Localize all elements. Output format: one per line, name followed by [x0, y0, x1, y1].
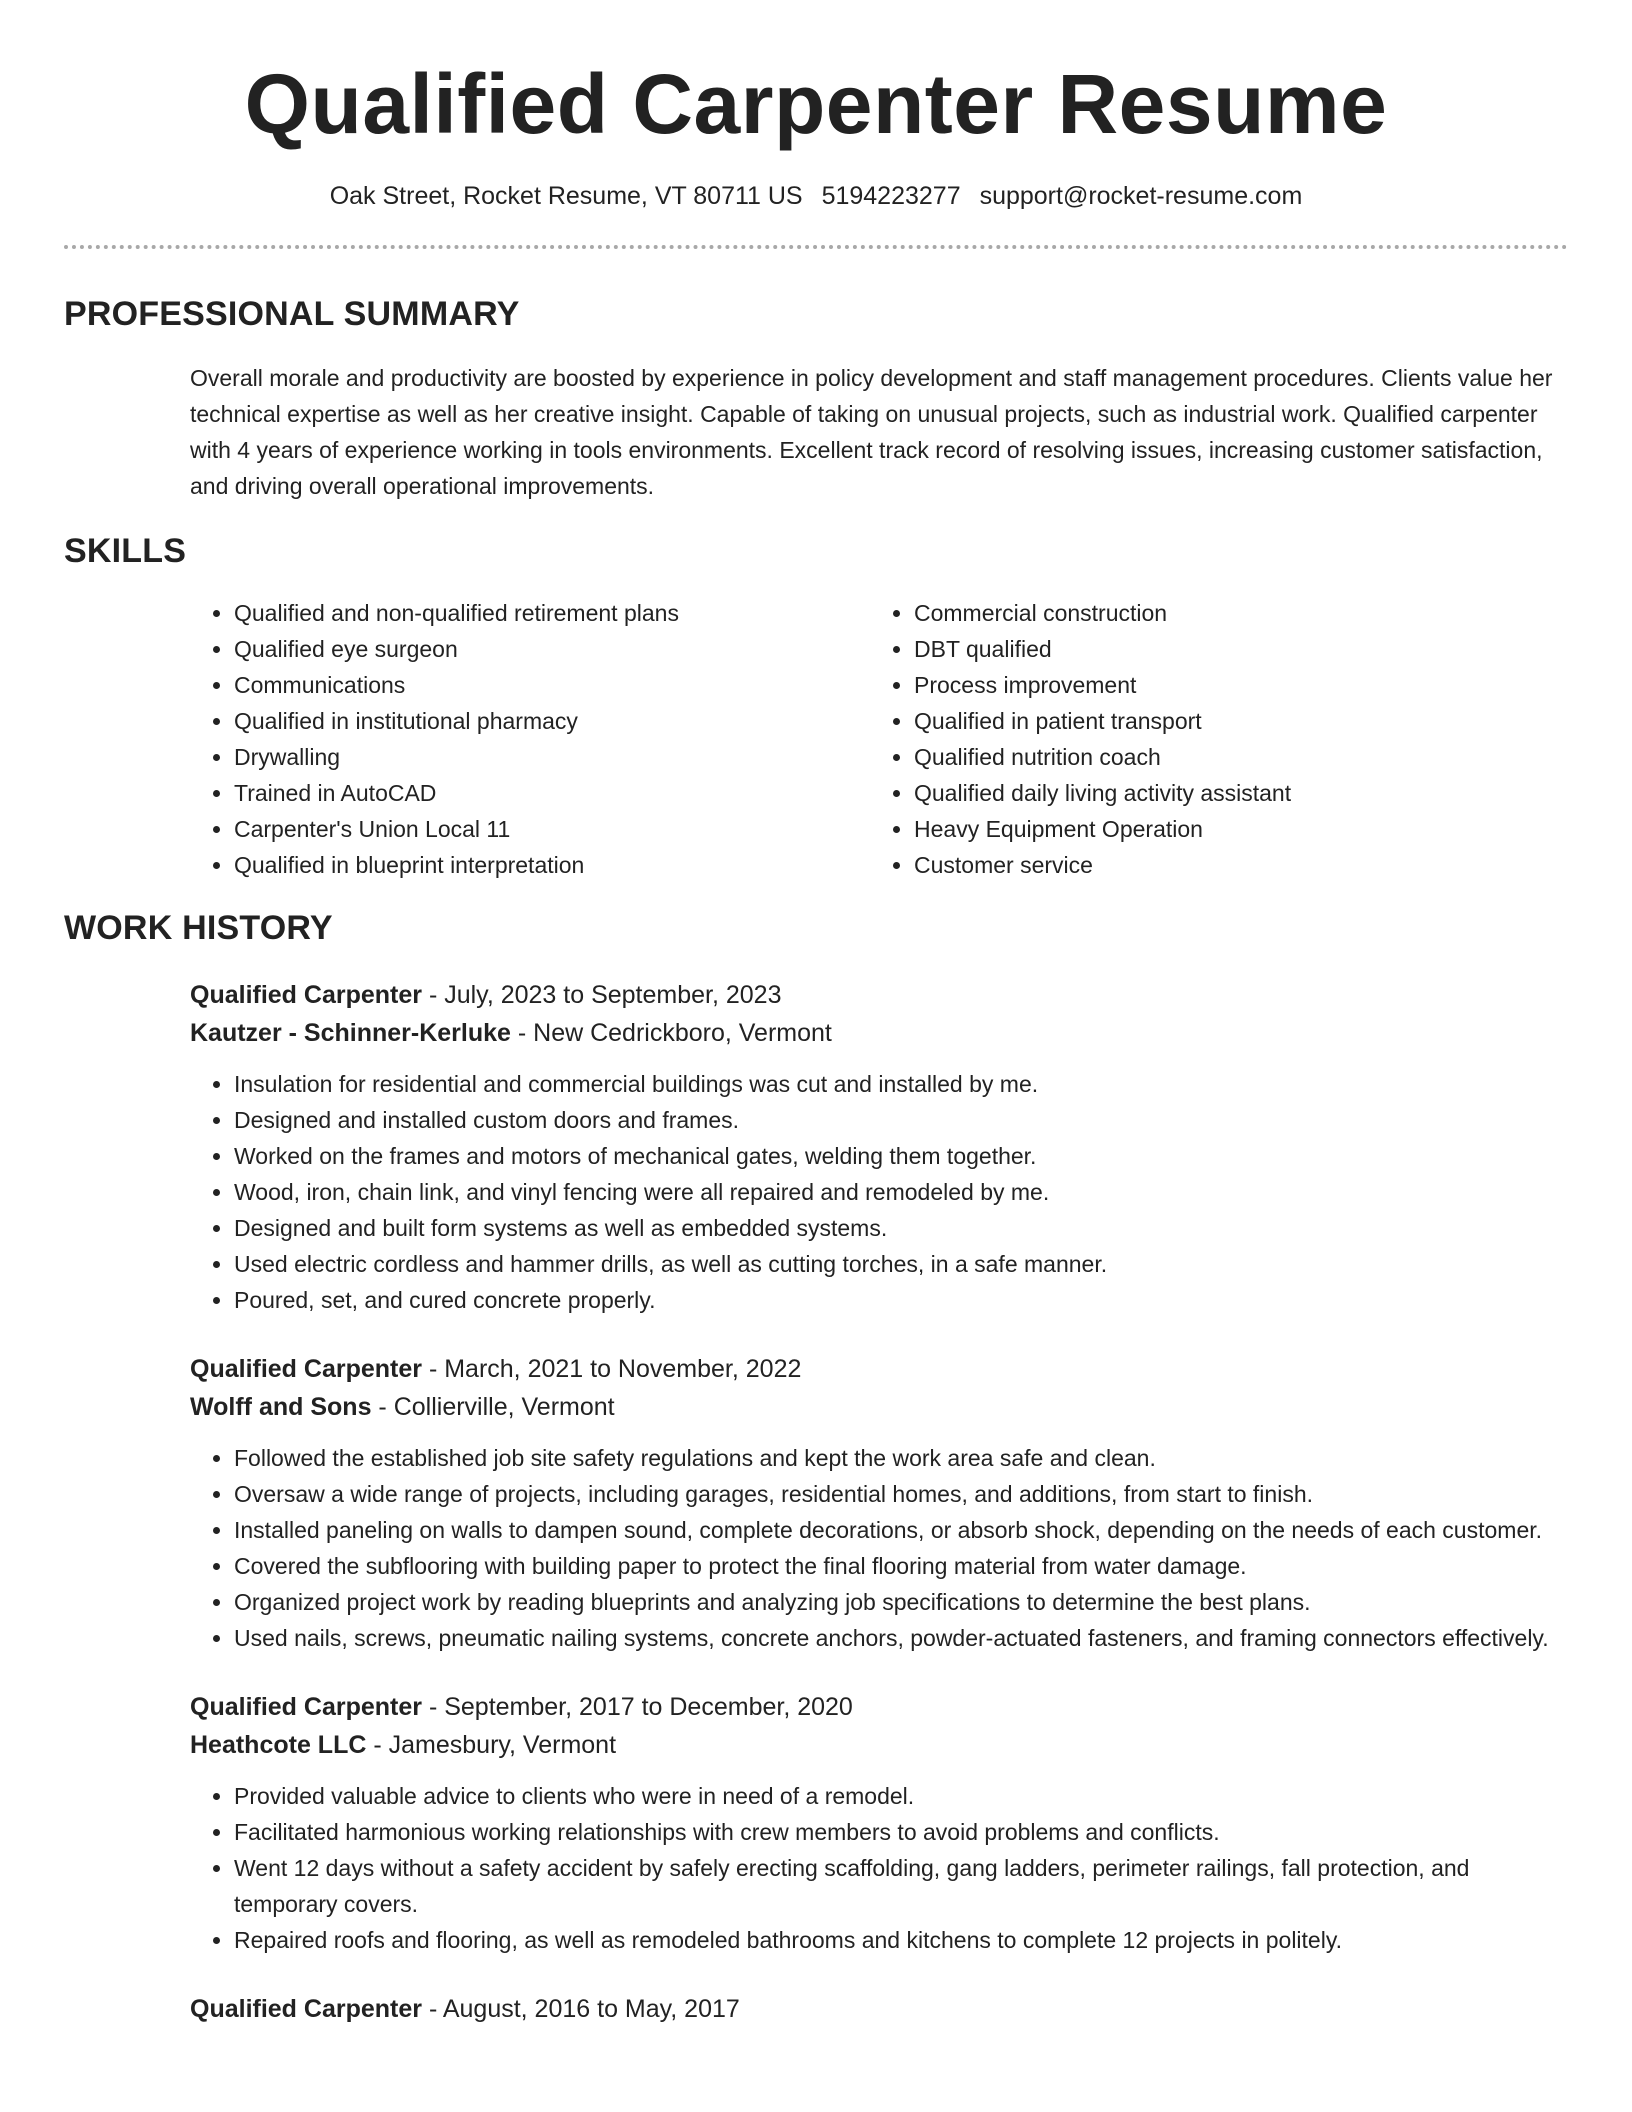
skill-item: • Qualified in institutional pharmacy: [234, 703, 870, 739]
job-company: Kautzer - Schinner-Kerluke: [190, 1019, 511, 1047]
skills-list-left: [190, 595, 870, 883]
contact-address: Oak Street, Rocket Resume, VT 80711 US: [329, 182, 803, 210]
job-company-line: [190, 1726, 1568, 1764]
summary-title: PROFESSIONAL SUMMARY: [64, 295, 520, 333]
skills-section: [64, 532, 1568, 883]
job-duty: • Worked on the frames and motors of mechanical gates, welding them together.: [234, 1138, 1568, 1174]
work-section: [64, 909, 1568, 2028]
header-divider: [64, 245, 1568, 249]
job-duty: • Used electric cordless and hammer drills, as well as cutting torches, in a safe manner.: [234, 1246, 1568, 1282]
job-company: Heathcote LLC: [190, 1731, 367, 1759]
job-title-line: [190, 976, 1568, 1014]
job-entry: [64, 1688, 1568, 1958]
job-duties: [190, 1778, 1568, 1958]
job-company-line: [190, 1388, 1568, 1426]
job-duty: • Organized project work by reading blueprints and analyzing job specifications to determine the best plans.: [234, 1584, 1568, 1620]
resume-name: Qualified Carpenter Resume: [244, 57, 1388, 151]
skills-column-right: [870, 595, 1550, 883]
job-entry: [64, 976, 1568, 1318]
skill-item: • Carpenter's Union Local 11: [234, 811, 870, 847]
skill-item: • Heavy Equipment Operation: [914, 811, 1550, 847]
skills-column-left: [190, 595, 870, 883]
job-title-line: [190, 1990, 1568, 2028]
job-dates: - August, 2016 to May, 2017: [422, 1995, 740, 2023]
job-duty: • Followed the established job site safety regulations and kept the work area safe and clean.: [234, 1440, 1568, 1476]
skill-item: • Qualified and non-qualified retirement plans: [234, 595, 870, 631]
job-duty: • Repaired roofs and flooring, as well as remodeled bathrooms and kitchens to complete 12 projects in politely.: [234, 1922, 1568, 1958]
job-duty: • Facilitated harmonious working relationships with crew members to avoid problems and conflicts.: [234, 1814, 1568, 1850]
skill-item: • Qualified in blueprint interpretation: [234, 847, 870, 883]
contact-email: support@rocket-resume.com: [979, 182, 1303, 210]
job-title: Qualified Carpenter: [190, 1995, 422, 2023]
job-dates: - September, 2017 to December, 2020: [422, 1693, 853, 1721]
skill-item: • Commercial construction: [914, 595, 1550, 631]
skill-item: • Qualified in patient transport: [914, 703, 1550, 739]
skill-item: • Customer service: [914, 847, 1550, 883]
skills-title: SKILLS: [64, 532, 187, 570]
job-title-line: [190, 1688, 1568, 1726]
job-dates: - March, 2021 to November, 2022: [422, 1355, 802, 1383]
skill-item: • Communications: [234, 667, 870, 703]
job-title-line: [190, 1350, 1568, 1388]
job-title: Qualified Carpenter: [190, 981, 422, 1009]
job-title: Qualified Carpenter: [190, 1693, 422, 1721]
job-duty: • Installed paneling on walls to dampen sound, complete decorations, or absorb shock, depending on the needs of each customer.: [234, 1512, 1568, 1548]
skill-item: • Process improvement: [914, 667, 1550, 703]
contact-line: [64, 182, 1568, 211]
job-duty: • Provided valuable advice to clients who were in need of a remodel.: [234, 1778, 1568, 1814]
skills-list-right: [870, 595, 1550, 883]
skill-item: • Drywalling: [234, 739, 870, 775]
job-title: Qualified Carpenter: [190, 1355, 422, 1383]
job-company-line: [190, 1014, 1568, 1052]
job-entry: [64, 1350, 1568, 1656]
job-duty: • Insulation for residential and commercial buildings was cut and installed by me.: [234, 1066, 1568, 1102]
job-duty: • Covered the subflooring with building paper to protect the final flooring material from water damage.: [234, 1548, 1568, 1584]
job-company: Wolff and Sons: [190, 1393, 372, 1421]
resume-page: [64, 0, 1568, 2028]
job-location: - Jamesbury, Vermont: [366, 1731, 617, 1759]
skill-item: • Trained in AutoCAD: [234, 775, 870, 811]
contact-phone: 5194223277: [821, 182, 961, 210]
job-duty: • Designed and built form systems as well as embedded systems.: [234, 1210, 1568, 1246]
job-duty: • Wood, iron, chain link, and vinyl fencing were all repaired and remodeled by me.: [234, 1174, 1568, 1210]
job-duty: • Went 12 days without a safety accident by safely erecting scaffolding, gang ladders, perimeter railings, fall protection, and temporary covers.: [234, 1850, 1568, 1922]
skill-item: • DBT qualified: [914, 631, 1550, 667]
skill-item: • Qualified nutrition coach: [914, 739, 1550, 775]
job-duty: • Designed and installed custom doors and frames.: [234, 1102, 1568, 1138]
skill-item: • Qualified eye surgeon: [234, 631, 870, 667]
work-title: WORK HISTORY: [64, 909, 333, 947]
summary-section: [64, 295, 1568, 504]
job-duties: [190, 1066, 1568, 1318]
skill-item: • Qualified daily living activity assistant: [914, 775, 1550, 811]
skills-columns: [64, 595, 1568, 883]
job-location: - New Cedrickboro, Vermont: [510, 1019, 832, 1047]
job-duty: • Poured, set, and cured concrete properly.: [234, 1282, 1568, 1318]
job-duties: [190, 1440, 1568, 1656]
summary-text: Overall morale and productivity are boosted by experience in policy development and staff management procedures. Clients value her technical expertise as well as her creative insight. Capable of taking on unusual projects, such as industrial work. Qualified carpenter with 4 years of experience working in tools environments. Excellent track record of resolving issues, increasing customer satisfaction, and driving overall operational improvements.: [190, 365, 1553, 499]
job-entry: [64, 1990, 1568, 2028]
job-dates: - July, 2023 to September, 2023: [422, 981, 782, 1009]
job-duty: • Used nails, screws, pneumatic nailing systems, concrete anchors, powder-actuated fasteners, and framing connectors effectively.: [234, 1620, 1568, 1656]
job-duty: • Oversaw a wide range of projects, including garages, residential homes, and additions, from start to finish.: [234, 1476, 1568, 1512]
job-location: - Collierville, Vermont: [371, 1393, 615, 1421]
